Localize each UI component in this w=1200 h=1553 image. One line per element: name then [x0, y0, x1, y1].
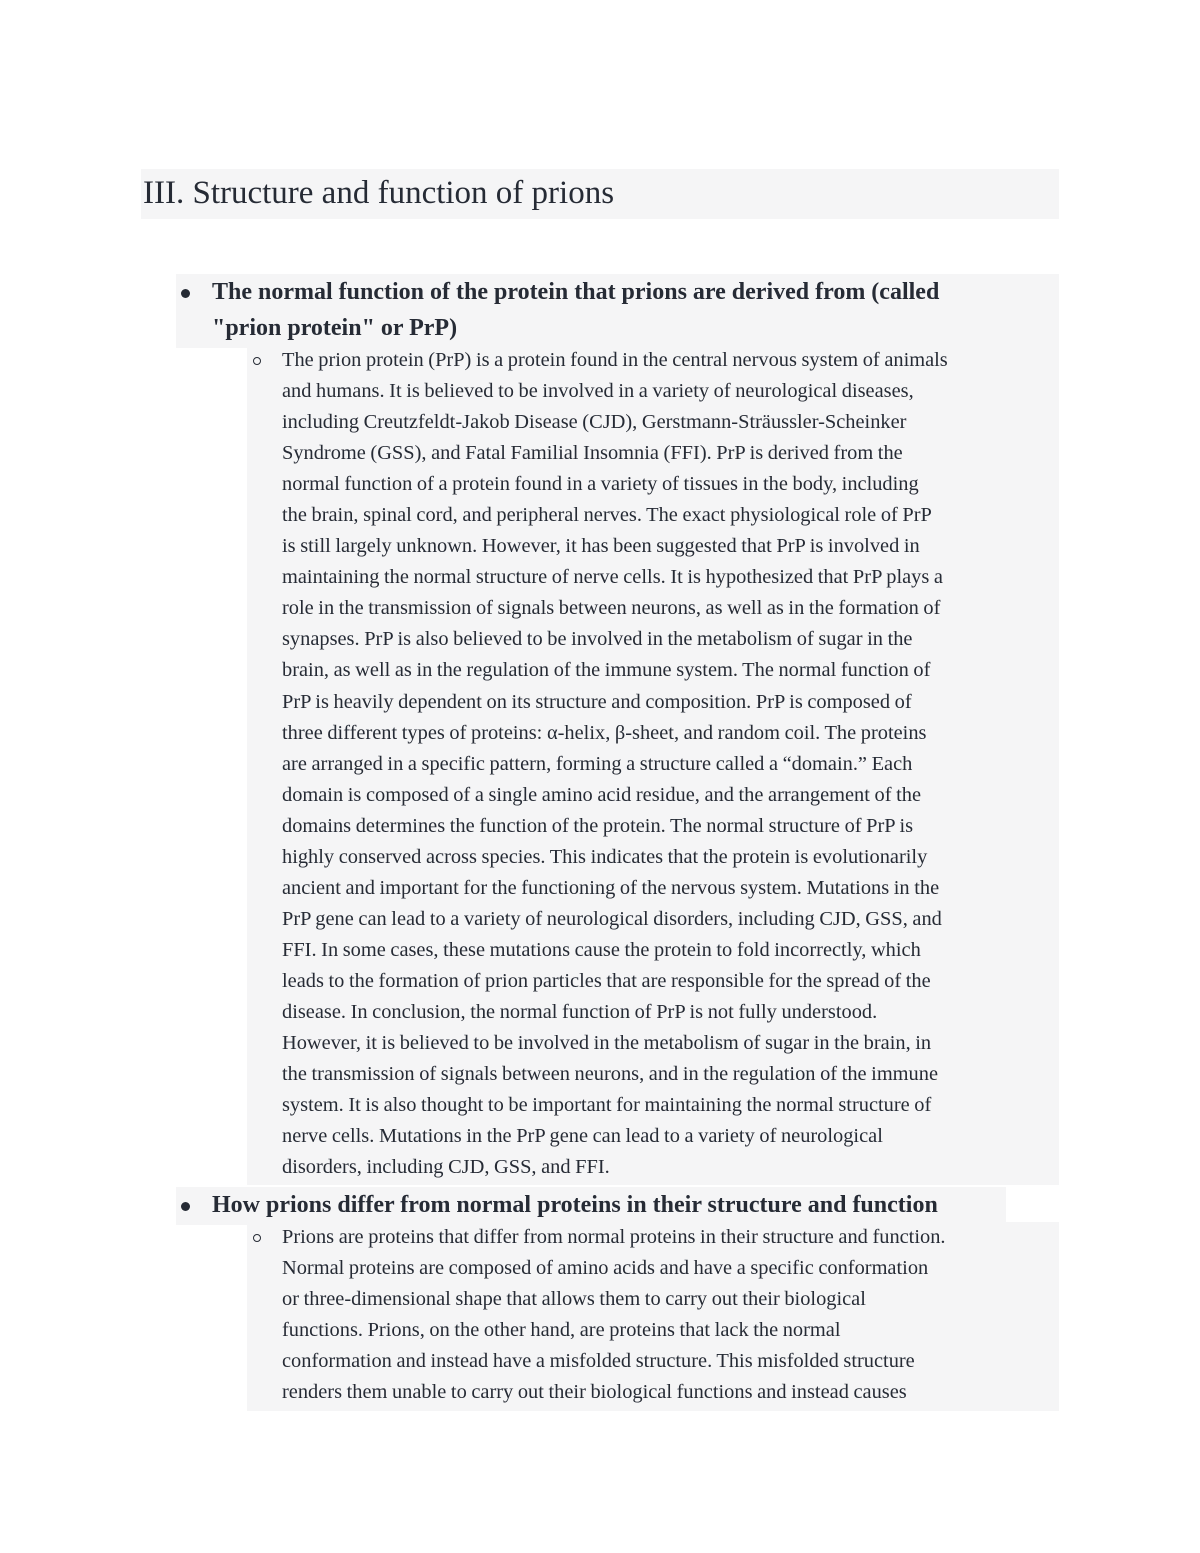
paragraph-line: or three-dimensional shape that allows them to carry out their biological [282, 1288, 866, 1311]
section-heading: III. Structure and function of prions [141, 169, 1059, 219]
paragraph-line: three different types of proteins: α-helix, β-sheet, and random coil. The proteins [282, 721, 927, 744]
paragraph-line: PrP gene can lead to a variety of neurological disorders, including CJD, GSS, and [282, 907, 942, 930]
paragraph-line: and humans. It is believed to be involved in a variety of neurological diseases, [282, 380, 914, 403]
paragraph-line: conformation and instead have a misfolded structure. This misfolded structure [282, 1350, 915, 1373]
paragraph-line: However, it is believed to be involved in the metabolism of sugar in the brain, in [282, 1032, 932, 1055]
paragraph-line: the brain, spinal cord, and peripheral nerves. The exact physiological role of PrP [282, 504, 932, 527]
paragraph-line: disorders, including CJD, GSS, and FFI. [282, 1156, 610, 1179]
hollow-bullet-icon [253, 357, 261, 365]
paragraph-line: brain, as well as in the regulation of the immune system. The normal function of [282, 659, 931, 682]
paragraph-line: renders them unable to carry out their biological functions and instead causes [282, 1381, 907, 1404]
sub-item-paragraph [282, 345, 1062, 1183]
sub-item-paragraph [282, 1222, 1062, 1408]
bullet-icon [181, 289, 190, 298]
paragraph-line: nerve cells. Mutations in the PrP gene can lead to a variety of neurological [282, 1125, 883, 1148]
paragraph-line: domain is composed of a single amino acid residue, and the arrangement of the [282, 783, 922, 806]
paragraph-line: the transmission of signals between neurons, and in the regulation of the immune [282, 1063, 938, 1086]
hollow-bullet-icon [253, 1234, 261, 1242]
sub-item-prp-description [247, 345, 1059, 1185]
paragraph-line: Normal proteins are composed of amino acids and have a specific conformation [282, 1257, 929, 1280]
paragraph-line: Prions are proteins that differ from normal proteins in their structure and function. [282, 1226, 946, 1248]
paragraph-line: role in the transmission of signals between neurons, as well as in the formation of [282, 597, 941, 620]
paragraph-line: FFI. In some cases, these mutations cause the protein to fold incorrectly, which [282, 938, 921, 961]
paragraph-line: leads to the formation of prion particles that are responsible for the spread of the [282, 969, 931, 992]
paragraph-line: Syndrome (GSS), and Fatal Familial Insomnia (FFI). PrP is derived from the [282, 442, 903, 465]
paragraph-line: maintaining the normal structure of nerve cells. It is hypothesized that PrP plays a [282, 566, 943, 589]
paragraph-line: including Creutzfeldt-Jakob Disease (CJD), Gerstmann-Sträussler-Scheinker [282, 411, 907, 434]
paragraph-line: ancient and important for the functioning of the nervous system. Mutations in the [282, 876, 940, 899]
paragraph-line: normal function of a protein found in a variety of tissues in the body, including [282, 473, 919, 496]
paragraph-line: PrP is heavily dependent on its structure and composition. PrP is composed of [282, 690, 912, 713]
bullet-icon [181, 1202, 190, 1211]
paragraph-line: functions. Prions, on the other hand, are proteins that lack the normal [282, 1319, 841, 1342]
paragraph-line: domains determines the function of the protein. The normal structure of PrP is [282, 814, 914, 837]
paragraph-line: synapses. PrP is also believed to be involved in the metabolism of sugar in the [282, 628, 913, 651]
paragraph-line: disease. In conclusion, the normal function of PrP is not fully understood. [282, 1000, 878, 1023]
paragraph-line: system. It is also thought to be important for maintaining the normal structure of [282, 1094, 932, 1117]
bullet-title: How prions differ from normal proteins in their structure and function [212, 1192, 938, 1218]
bullet-title: The normal function of the protein that prions are derived from (called "prion protein" or PrP) [212, 279, 940, 341]
sub-item-prion-structure [247, 1222, 1059, 1411]
bullet-item-normal-function [176, 274, 1059, 348]
paragraph-line: is still largely unknown. However, it has been suggested that PrP is involved in [282, 535, 920, 558]
paragraph-line: highly conserved across species. This indicates that the protein is evolutionarily [282, 845, 928, 868]
bullet-item-prion-differences [176, 1187, 1006, 1225]
paragraph-line: are arranged in a specific pattern, forming a structure called a “domain.” Each [282, 752, 913, 775]
paragraph-line: The prion protein (PrP) is a protein found in the central nervous system of animals [282, 349, 948, 371]
